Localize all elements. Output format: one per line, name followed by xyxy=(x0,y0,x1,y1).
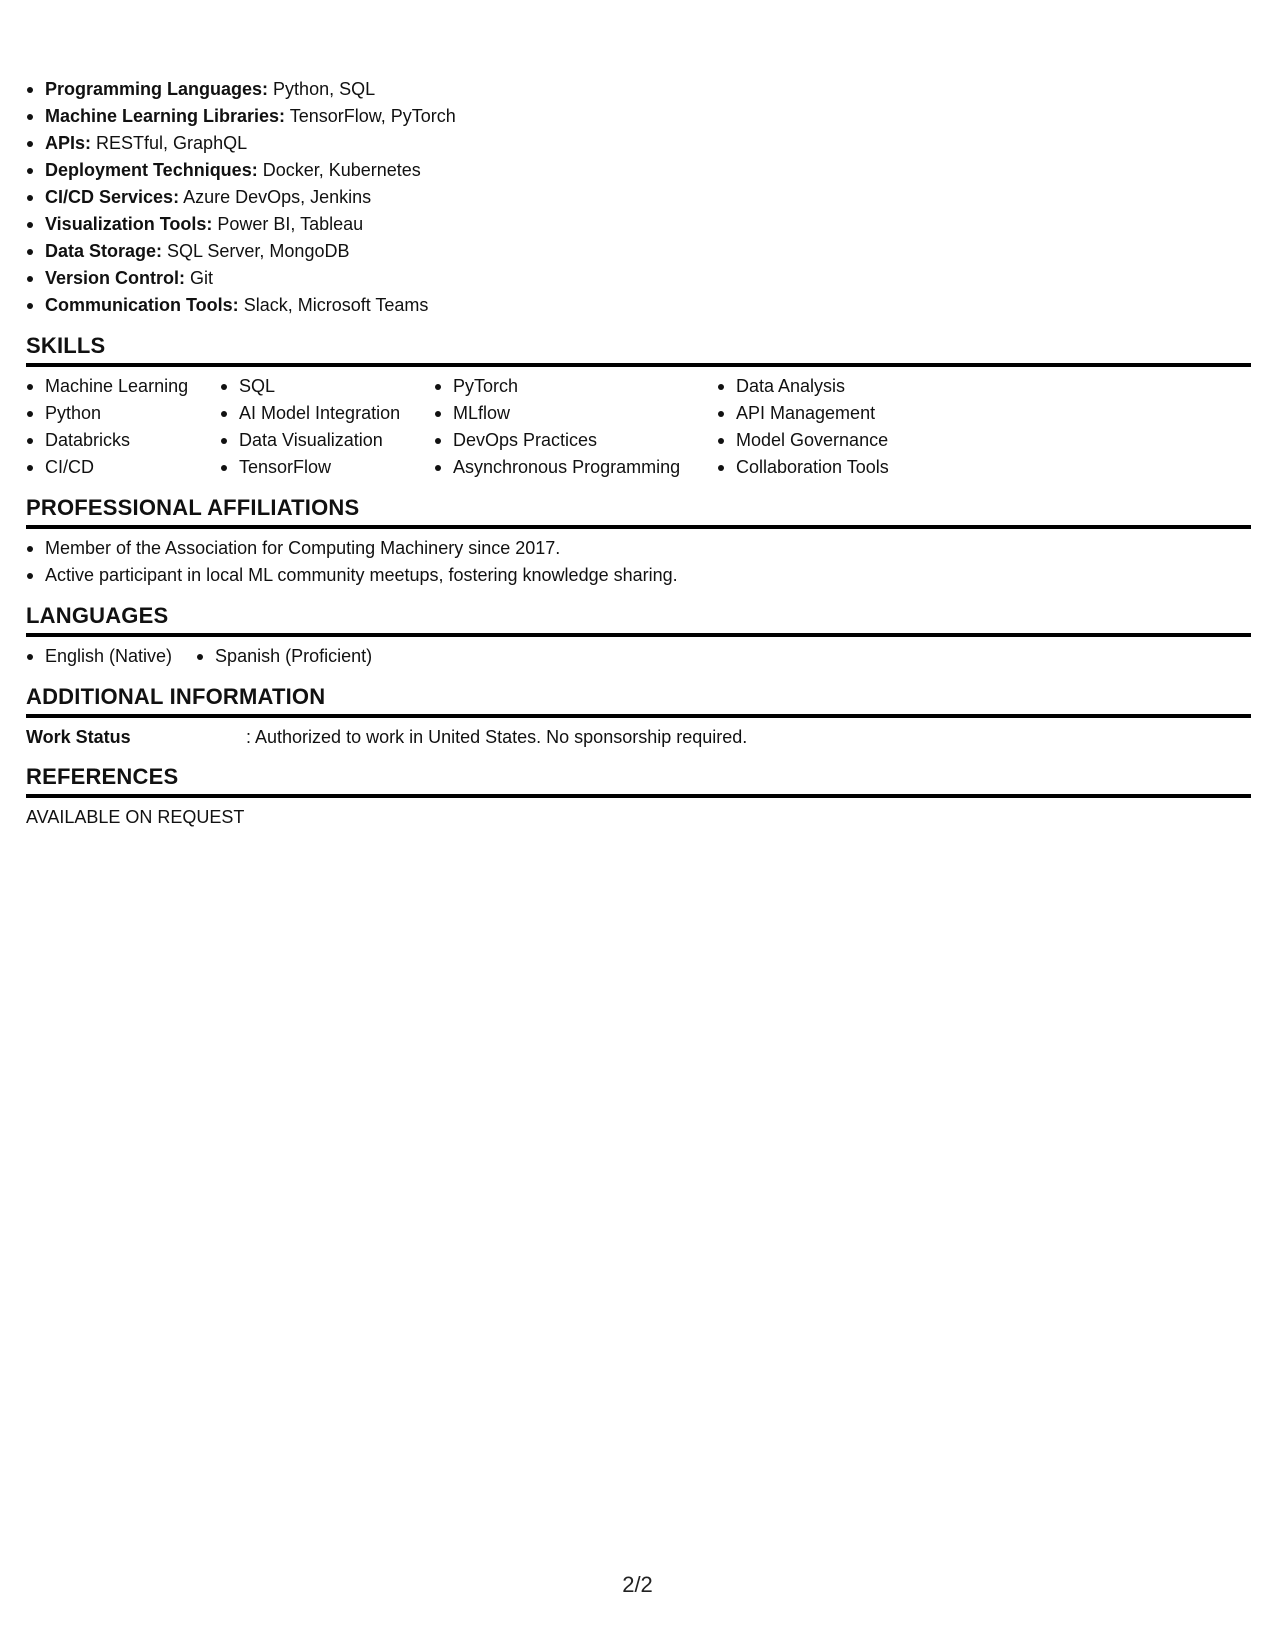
tools-item-label: Version Control: xyxy=(45,268,186,288)
affiliations-list xyxy=(26,535,1251,589)
skill-item: CI/CD xyxy=(26,454,220,481)
skill-item: SQL xyxy=(220,373,434,400)
tools-item xyxy=(26,238,1251,265)
work-status-value: : Authorized to work in United States. No sponsorship required. xyxy=(246,727,748,747)
skill-item: Model Governance xyxy=(717,427,1017,454)
tools-item-value: Azure DevOps, Jenkins xyxy=(183,187,372,207)
skill-item: MLflow xyxy=(434,400,717,427)
tools-item xyxy=(26,292,1251,319)
tools-item-label: Programming Languages: xyxy=(45,79,269,99)
affiliation-item: Active participant in local ML community meetups, fostering knowledge sharing. xyxy=(26,562,1251,589)
skill-item: PyTorch xyxy=(434,373,717,400)
skill-item: API Management xyxy=(717,400,1017,427)
tools-item-value: Git xyxy=(190,268,214,288)
languages-list xyxy=(26,643,1251,670)
skill-item: Python xyxy=(26,400,220,427)
tools-item xyxy=(26,76,1251,103)
tools-item xyxy=(26,130,1251,157)
affiliations-heading: PROFESSIONAL AFFILIATIONS xyxy=(26,495,1251,529)
tools-item-value: Python, SQL xyxy=(273,79,376,99)
skill-item: Asynchronous Programming xyxy=(434,454,717,481)
tools-item-label: Machine Learning Libraries: xyxy=(45,106,286,126)
references-text: AVAILABLE ON REQUEST xyxy=(26,807,245,827)
skills-grid xyxy=(26,373,1251,481)
skills-heading: SKILLS xyxy=(26,333,1251,367)
tools-item xyxy=(26,211,1251,238)
tools-item xyxy=(26,103,1251,130)
work-status-row xyxy=(26,724,1251,750)
skill-item: Databricks xyxy=(26,427,220,454)
language-item: Spanish (Proficient) xyxy=(196,643,396,670)
skills-column xyxy=(26,373,220,481)
tools-item xyxy=(26,184,1251,211)
tools-item-value: Slack, Microsoft Teams xyxy=(243,295,429,315)
references-heading: REFERENCES xyxy=(26,764,1251,798)
tools-item-label: CI/CD Services: xyxy=(45,187,180,207)
page-number: 2/2 xyxy=(622,1572,653,1597)
skills-column xyxy=(717,373,1017,481)
tools-item-value: Power BI, Tableau xyxy=(217,214,364,234)
tools-item-label: Communication Tools: xyxy=(45,295,239,315)
language-item: English (Native) xyxy=(26,643,196,670)
skills-column xyxy=(220,373,434,481)
tools-item-label: Deployment Techniques: xyxy=(45,160,258,180)
tools-item-value: RESTful, GraphQL xyxy=(96,133,248,153)
skill-item: DevOps Practices xyxy=(434,427,717,454)
skills-column xyxy=(434,373,717,481)
work-status-label: Work Status xyxy=(26,727,131,747)
affiliation-item: Member of the Association for Computing Machinery since 2017. xyxy=(26,535,1251,562)
tools-item xyxy=(26,157,1251,184)
skill-item: TensorFlow xyxy=(220,454,434,481)
skill-item: Data Analysis xyxy=(717,373,1017,400)
tools-item-label: Visualization Tools: xyxy=(45,214,213,234)
tools-list xyxy=(26,76,1251,319)
additional-info-heading: ADDITIONAL INFORMATION xyxy=(26,684,1251,718)
tools-item xyxy=(26,265,1251,292)
skill-item: Machine Learning xyxy=(26,373,220,400)
tools-item-label: Data Storage: xyxy=(45,241,163,261)
tools-item-label: APIs: xyxy=(45,133,92,153)
languages-heading: LANGUAGES xyxy=(26,603,1251,637)
resume-page xyxy=(26,76,1251,830)
tools-item-value: TensorFlow, PyTorch xyxy=(289,106,456,126)
skill-item: Collaboration Tools xyxy=(717,454,1017,481)
skill-item: AI Model Integration xyxy=(220,400,434,427)
skill-item: Data Visualization xyxy=(220,427,434,454)
tools-item-value: Docker, Kubernetes xyxy=(262,160,421,180)
tools-item-value: SQL Server, MongoDB xyxy=(167,241,350,261)
